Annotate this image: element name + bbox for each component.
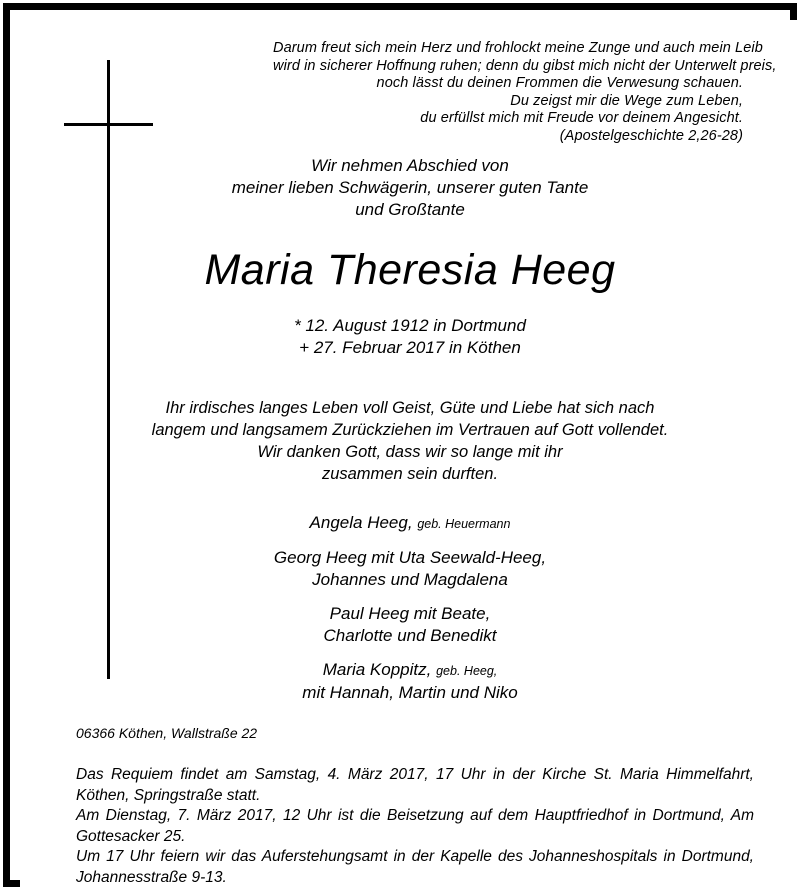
tribute-text [20, 397, 800, 485]
verse-line: Darum freut sich mein Herz und frohlockt meine Zunge und auch mein Leib [273, 40, 763, 56]
tribute-line: langem und langsamem Zurückziehen im Vertrauen auf Gott vollendet. [151, 421, 669, 439]
survivor-entry [20, 547, 800, 592]
family-address: 06366 Köthen, Wallstraße 22 [76, 725, 258, 741]
survivor-name: Paul Heeg mit Beate, [329, 603, 491, 623]
verse-line: du erfüllst mich mit Freude vor deinem Angesicht. [420, 110, 743, 126]
farewell-statement [20, 155, 800, 221]
tribute-line: zusammen sein durften. [321, 465, 499, 483]
mourning-border [3, 3, 797, 887]
tribute-line: Wir danken Gott, dass wir so lange mit ihr [257, 443, 563, 461]
verse-line: Du zeigst mir die Wege zum Leben, [510, 92, 743, 109]
tribute-line: Ihr irdisches langes Leben voll Geist, Güte und Liebe hat sich nach [165, 399, 655, 417]
farewell-line: Wir nehmen Abschied von [311, 156, 509, 175]
scripture-verse [273, 40, 777, 145]
survivor-maiden-name: geb. Heuermann [417, 517, 511, 531]
arrangement-paragraph: Das Requiem findet am Samstag, 4. März 2017, 17 Uhr in der Kirche St. Maria Himmelfahrt, Köthen, Springstraße statt. [76, 766, 754, 804]
survivors-list [20, 512, 800, 705]
christian-cross-crossbar-icon [64, 123, 153, 126]
survivor-primary-line [20, 512, 800, 536]
survivor-maiden-name: geb. Heeg, [436, 663, 498, 678]
survivor-entry [20, 512, 800, 536]
arrangement-paragraph: Am Dienstag, 7. März 2017, 12 Uhr ist die Beisetzung auf dem Hauptfriedhof in Dortmund, Am Gottesacker 25. [76, 807, 754, 845]
death-line: + 27. Februar 2017 in Köthen [299, 338, 521, 357]
funeral-arrangements [76, 765, 754, 888]
farewell-line: meiner lieben Schwägerin, unserer guten Tante [231, 178, 589, 197]
notice-content [20, 20, 800, 890]
verse-line: noch lässt du deinen Frommen die Verwesung schauen. [376, 75, 743, 91]
verse-line: wird in sicherer Hoffnung ruhen; denn du gibst mich nicht der Unterwelt preis, [273, 57, 777, 74]
survivor-secondary-line: mit Hannah, Martin und Niko [302, 683, 518, 702]
survivor-secondary-line: Charlotte und Benedikt [323, 626, 497, 645]
survivor-entry [20, 659, 800, 705]
survivor-name: Georg Heeg mit Uta Seewald-Heeg, [273, 547, 547, 567]
survivor-primary-line [20, 659, 800, 683]
deceased-name: Maria Theresia Heeg [204, 246, 616, 294]
verse-citation: (Apostelgeschichte 2,26-28) [559, 127, 743, 144]
survivor-primary-line [20, 547, 800, 570]
life-dates [20, 315, 800, 359]
birth-line: * 12. August 1912 in Dortmund [294, 316, 526, 335]
survivor-name: Angela Heeg, [309, 513, 413, 532]
survivor-primary-line [20, 603, 800, 626]
survivor-secondary-line: Johannes und Magdalena [312, 570, 508, 589]
farewell-line: und Großtante [355, 200, 465, 219]
arrangement-paragraph: Um 17 Uhr feiern wir das Auferstehungsamt in der Kapelle des Johanneshospitals in Dortmund, Johannesstraße 9-13. [76, 848, 754, 886]
survivor-entry [20, 603, 800, 648]
survivor-name: Maria Koppitz, [322, 659, 432, 679]
